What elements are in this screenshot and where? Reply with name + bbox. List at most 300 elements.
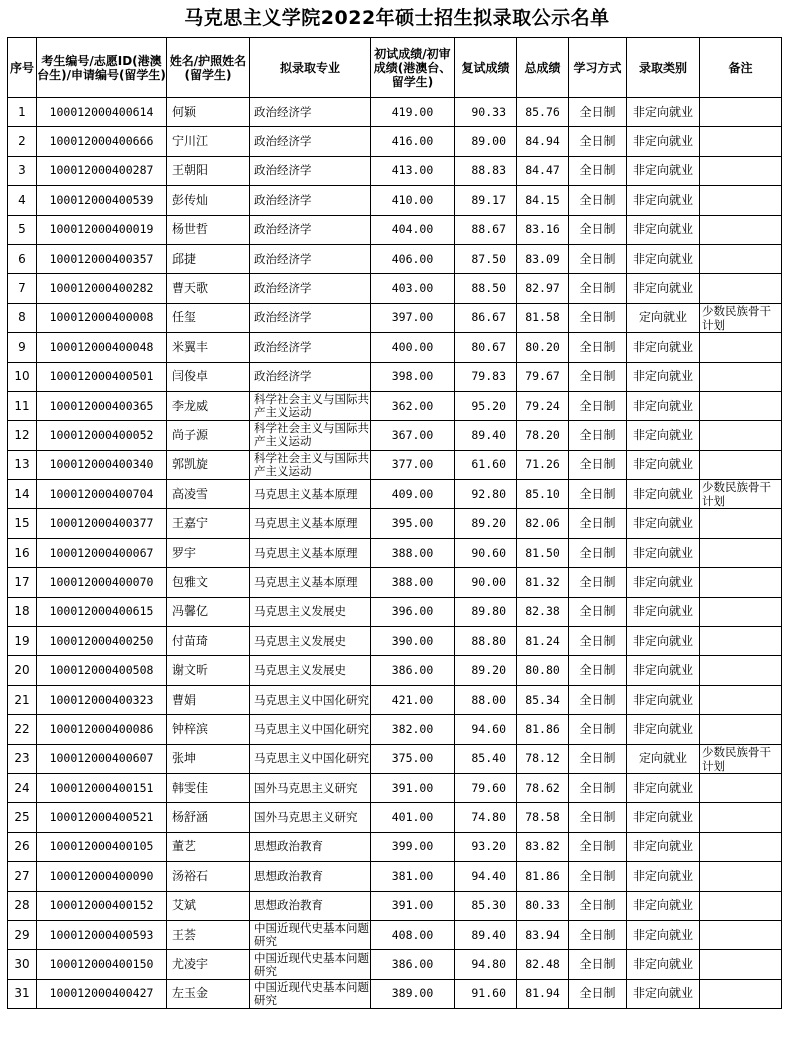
initial-score: 398.00 — [371, 362, 455, 391]
note — [700, 832, 782, 861]
table-row — [8, 656, 782, 685]
candidate-id: 100012000400614 — [37, 98, 167, 127]
study-mode: 全日制 — [569, 244, 627, 273]
major: 思想政治教育 — [250, 891, 371, 920]
row-no: 26 — [8, 832, 37, 861]
initial-score: 400.00 — [371, 333, 455, 362]
admission-category: 非定向就业 — [627, 98, 700, 127]
total-score: 83.94 — [517, 920, 569, 949]
total-score: 81.94 — [517, 979, 569, 1008]
candidate-id: 100012000400067 — [37, 538, 167, 567]
note — [700, 715, 782, 744]
candidate-name: 付苗琦 — [167, 627, 250, 656]
row-no: 17 — [8, 568, 37, 597]
admission-category: 非定向就业 — [627, 215, 700, 244]
admission-category: 非定向就业 — [627, 127, 700, 156]
study-mode: 全日制 — [569, 950, 627, 979]
candidate-name: 尚子源 — [167, 421, 250, 450]
row-no: 20 — [8, 656, 37, 685]
note — [700, 597, 782, 626]
table-row — [8, 215, 782, 244]
note — [700, 627, 782, 656]
retest-score: 89.20 — [455, 656, 517, 685]
retest-score: 89.40 — [455, 920, 517, 949]
admission-category: 非定向就业 — [627, 568, 700, 597]
candidate-name: 曹娟 — [167, 685, 250, 714]
row-no: 2 — [8, 127, 37, 156]
major: 政治经济学 — [250, 98, 371, 127]
candidate-id: 100012000400521 — [37, 803, 167, 832]
table-row — [8, 803, 782, 832]
admission-category: 非定向就业 — [627, 950, 700, 979]
retest-score: 74.80 — [455, 803, 517, 832]
table-row — [8, 450, 782, 479]
table-row — [8, 979, 782, 1008]
retest-score: 90.60 — [455, 538, 517, 567]
retest-score: 88.67 — [455, 215, 517, 244]
admission-category: 非定向就业 — [627, 156, 700, 185]
table-row — [8, 950, 782, 979]
candidate-name: 杨世哲 — [167, 215, 250, 244]
retest-score: 61.60 — [455, 450, 517, 479]
candidate-id: 100012000400008 — [37, 303, 167, 332]
retest-score: 91.60 — [455, 979, 517, 1008]
candidate-id: 100012000400019 — [37, 215, 167, 244]
total-score: 85.34 — [517, 685, 569, 714]
col-header-total-score: 总成绩 — [517, 38, 569, 98]
retest-score: 90.00 — [455, 568, 517, 597]
row-no: 4 — [8, 186, 37, 215]
initial-score: 413.00 — [371, 156, 455, 185]
admission-category: 非定向就业 — [627, 362, 700, 391]
candidate-id: 100012000400048 — [37, 333, 167, 362]
candidate-id: 100012000400607 — [37, 744, 167, 773]
table-row — [8, 862, 782, 891]
row-no: 18 — [8, 597, 37, 626]
row-no: 25 — [8, 803, 37, 832]
major: 马克思主义基本原理 — [250, 538, 371, 567]
admission-category: 非定向就业 — [627, 480, 700, 509]
initial-score: 381.00 — [371, 862, 455, 891]
candidate-name: 韩雯佳 — [167, 773, 250, 802]
candidate-name: 董艺 — [167, 832, 250, 861]
col-header-initial-score: 初试成绩/初审成绩(港澳台、留学生) — [371, 38, 455, 98]
table-row — [8, 509, 782, 538]
retest-score: 88.83 — [455, 156, 517, 185]
study-mode: 全日制 — [569, 685, 627, 714]
candidate-id: 100012000400427 — [37, 979, 167, 1008]
total-score: 78.12 — [517, 744, 569, 773]
study-mode: 全日制 — [569, 803, 627, 832]
study-mode: 全日制 — [569, 568, 627, 597]
admission-category: 非定向就业 — [627, 597, 700, 626]
admission-category: 非定向就业 — [627, 979, 700, 1008]
total-score: 78.20 — [517, 421, 569, 450]
candidate-name: 包雅文 — [167, 568, 250, 597]
study-mode: 全日制 — [569, 450, 627, 479]
major: 中国近现代史基本问题研究 — [250, 920, 371, 949]
initial-score: 391.00 — [371, 773, 455, 802]
table-row — [8, 421, 782, 450]
total-score: 80.33 — [517, 891, 569, 920]
study-mode: 全日制 — [569, 891, 627, 920]
study-mode: 全日制 — [569, 127, 627, 156]
retest-score: 88.50 — [455, 274, 517, 303]
admission-category: 非定向就业 — [627, 274, 700, 303]
row-no: 3 — [8, 156, 37, 185]
candidate-name: 米翼丰 — [167, 333, 250, 362]
row-no: 12 — [8, 421, 37, 450]
major: 思想政治教育 — [250, 862, 371, 891]
initial-score: 416.00 — [371, 127, 455, 156]
retest-score: 89.80 — [455, 597, 517, 626]
note — [700, 333, 782, 362]
initial-score: 367.00 — [371, 421, 455, 450]
initial-score: 409.00 — [371, 480, 455, 509]
col-header-retest-score: 复试成绩 — [455, 38, 517, 98]
candidate-name: 罗宇 — [167, 538, 250, 567]
row-no: 1 — [8, 98, 37, 127]
initial-score: 401.00 — [371, 803, 455, 832]
major: 马克思主义基本原理 — [250, 480, 371, 509]
table-row — [8, 303, 782, 332]
row-no: 21 — [8, 685, 37, 714]
table-row — [8, 538, 782, 567]
note — [700, 891, 782, 920]
major: 马克思主义发展史 — [250, 597, 371, 626]
col-header-no: 序号 — [8, 38, 37, 98]
note — [700, 274, 782, 303]
initial-score: 388.00 — [371, 568, 455, 597]
study-mode: 全日制 — [569, 421, 627, 450]
initial-score: 382.00 — [371, 715, 455, 744]
candidate-name: 任玺 — [167, 303, 250, 332]
total-score: 79.24 — [517, 391, 569, 420]
admission-category: 非定向就业 — [627, 421, 700, 450]
initial-score: 375.00 — [371, 744, 455, 773]
admission-category: 非定向就业 — [627, 627, 700, 656]
initial-score: 395.00 — [371, 509, 455, 538]
study-mode: 全日制 — [569, 156, 627, 185]
admission-category: 非定向就业 — [627, 832, 700, 861]
major: 中国近现代史基本问题研究 — [250, 979, 371, 1008]
candidate-name: 王嘉宁 — [167, 509, 250, 538]
major: 马克思主义中国化研究 — [250, 685, 371, 714]
study-mode: 全日制 — [569, 362, 627, 391]
row-no: 22 — [8, 715, 37, 744]
admission-category: 非定向就业 — [627, 333, 700, 362]
total-score: 79.67 — [517, 362, 569, 391]
note — [700, 391, 782, 420]
study-mode: 全日制 — [569, 597, 627, 626]
study-mode: 全日制 — [569, 920, 627, 949]
initial-score: 403.00 — [371, 274, 455, 303]
total-score: 71.26 — [517, 450, 569, 479]
retest-score: 89.20 — [455, 509, 517, 538]
total-score: 82.06 — [517, 509, 569, 538]
admission-category: 非定向就业 — [627, 773, 700, 802]
row-no: 14 — [8, 480, 37, 509]
candidate-name: 杨舒涵 — [167, 803, 250, 832]
admission-table — [7, 37, 782, 1009]
admission-category: 非定向就业 — [627, 244, 700, 273]
page-title: 马克思主义学院2022年硕士招生拟录取公示名单 — [184, 7, 610, 29]
major: 政治经济学 — [250, 215, 371, 244]
admission-category: 非定向就业 — [627, 391, 700, 420]
row-no: 31 — [8, 979, 37, 1008]
retest-score: 94.40 — [455, 862, 517, 891]
candidate-name: 钟梓滨 — [167, 715, 250, 744]
candidate-id: 100012000400151 — [37, 773, 167, 802]
major: 政治经济学 — [250, 127, 371, 156]
table-row — [8, 362, 782, 391]
table-row — [8, 920, 782, 949]
table-row — [8, 333, 782, 362]
candidate-id: 100012000400052 — [37, 421, 167, 450]
table-row — [8, 627, 782, 656]
candidate-id: 100012000400508 — [37, 656, 167, 685]
table-row — [8, 480, 782, 509]
row-no: 7 — [8, 274, 37, 303]
major: 国外马克思主义研究 — [250, 803, 371, 832]
note — [700, 244, 782, 273]
major: 政治经济学 — [250, 362, 371, 391]
candidate-id: 100012000400287 — [37, 156, 167, 185]
retest-score: 88.00 — [455, 685, 517, 714]
major: 马克思主义发展史 — [250, 656, 371, 685]
col-header-major: 拟录取专业 — [250, 38, 371, 98]
study-mode: 全日制 — [569, 215, 627, 244]
candidate-id: 100012000400105 — [37, 832, 167, 861]
initial-score: 406.00 — [371, 244, 455, 273]
row-no: 9 — [8, 333, 37, 362]
admission-category: 非定向就业 — [627, 656, 700, 685]
candidate-id: 100012000400340 — [37, 450, 167, 479]
study-mode: 全日制 — [569, 832, 627, 861]
candidate-name: 闫俊卓 — [167, 362, 250, 391]
note — [700, 509, 782, 538]
total-score: 83.82 — [517, 832, 569, 861]
candidate-id: 100012000400070 — [37, 568, 167, 597]
row-no: 6 — [8, 244, 37, 273]
candidate-name: 艾斌 — [167, 891, 250, 920]
note: 少数民族骨干计划 — [700, 303, 782, 332]
note — [700, 156, 782, 185]
major: 科学社会主义与国际共产主义运动 — [250, 421, 371, 450]
candidate-name: 李龙威 — [167, 391, 250, 420]
total-score: 78.62 — [517, 773, 569, 802]
note — [700, 450, 782, 479]
study-mode: 全日制 — [569, 538, 627, 567]
candidate-id: 100012000400150 — [37, 950, 167, 979]
candidate-name: 邱捷 — [167, 244, 250, 273]
candidate-name: 高凌雪 — [167, 480, 250, 509]
major: 政治经济学 — [250, 303, 371, 332]
candidate-id: 100012000400501 — [37, 362, 167, 391]
retest-score: 79.60 — [455, 773, 517, 802]
major: 马克思主义基本原理 — [250, 568, 371, 597]
study-mode: 全日制 — [569, 303, 627, 332]
row-no: 16 — [8, 538, 37, 567]
study-mode: 全日制 — [569, 509, 627, 538]
major: 马克思主义发展史 — [250, 627, 371, 656]
total-score: 83.09 — [517, 244, 569, 273]
major: 马克思主义中国化研究 — [250, 744, 371, 773]
candidate-name: 冯馨亿 — [167, 597, 250, 626]
total-score: 81.86 — [517, 715, 569, 744]
total-score: 84.94 — [517, 127, 569, 156]
table-row — [8, 744, 782, 773]
candidate-id: 100012000400282 — [37, 274, 167, 303]
total-score: 85.76 — [517, 98, 569, 127]
candidate-name: 曹天歌 — [167, 274, 250, 303]
initial-score: 391.00 — [371, 891, 455, 920]
initial-score: 390.00 — [371, 627, 455, 656]
initial-score: 404.00 — [371, 215, 455, 244]
candidate-name: 王荟 — [167, 920, 250, 949]
candidate-name: 左玉金 — [167, 979, 250, 1008]
table-row — [8, 98, 782, 127]
retest-score: 85.40 — [455, 744, 517, 773]
candidate-id: 100012000400377 — [37, 509, 167, 538]
admission-category: 定向就业 — [627, 744, 700, 773]
table-row — [8, 391, 782, 420]
retest-score: 89.00 — [455, 127, 517, 156]
candidate-id: 100012000400357 — [37, 244, 167, 273]
initial-score: 389.00 — [371, 979, 455, 1008]
study-mode: 全日制 — [569, 333, 627, 362]
col-header-id: 考生编号/志愿ID(港澳台生)/申请编号(留学生) — [37, 38, 167, 98]
col-header-note: 备注 — [700, 38, 782, 98]
study-mode: 全日制 — [569, 862, 627, 891]
study-mode: 全日制 — [569, 715, 627, 744]
initial-score: 399.00 — [371, 832, 455, 861]
candidate-name: 何颖 — [167, 98, 250, 127]
retest-score: 87.50 — [455, 244, 517, 273]
row-no: 29 — [8, 920, 37, 949]
table-row — [8, 685, 782, 714]
row-no: 8 — [8, 303, 37, 332]
major: 思想政治教育 — [250, 832, 371, 861]
admission-category: 非定向就业 — [627, 862, 700, 891]
note — [700, 920, 782, 949]
row-no: 28 — [8, 891, 37, 920]
total-score: 82.48 — [517, 950, 569, 979]
major: 科学社会主义与国际共产主义运动 — [250, 450, 371, 479]
initial-score: 410.00 — [371, 186, 455, 215]
retest-score: 86.67 — [455, 303, 517, 332]
retest-score: 89.40 — [455, 421, 517, 450]
col-header-name: 姓名/护照姓名(留学生) — [167, 38, 250, 98]
row-no: 27 — [8, 862, 37, 891]
total-score: 81.24 — [517, 627, 569, 656]
admission-category: 非定向就业 — [627, 538, 700, 567]
row-no: 30 — [8, 950, 37, 979]
retest-score: 85.30 — [455, 891, 517, 920]
retest-score: 80.67 — [455, 333, 517, 362]
row-no: 10 — [8, 362, 37, 391]
col-header-study-mode: 学习方式 — [569, 38, 627, 98]
initial-score: 396.00 — [371, 597, 455, 626]
retest-score: 92.80 — [455, 480, 517, 509]
row-no: 23 — [8, 744, 37, 773]
col-header-category: 录取类别 — [627, 38, 700, 98]
initial-score: 377.00 — [371, 450, 455, 479]
admission-category: 定向就业 — [627, 303, 700, 332]
total-score: 84.15 — [517, 186, 569, 215]
table-row — [8, 244, 782, 273]
major: 政治经济学 — [250, 156, 371, 185]
major: 马克思主义中国化研究 — [250, 715, 371, 744]
total-score: 81.50 — [517, 538, 569, 567]
study-mode: 全日制 — [569, 391, 627, 420]
note: 少数民族骨干计划 — [700, 480, 782, 509]
study-mode: 全日制 — [569, 744, 627, 773]
admission-category: 非定向就业 — [627, 715, 700, 744]
candidate-id: 100012000400365 — [37, 391, 167, 420]
admission-category: 非定向就业 — [627, 803, 700, 832]
table-row — [8, 832, 782, 861]
initial-score: 408.00 — [371, 920, 455, 949]
candidate-name: 汤裕石 — [167, 862, 250, 891]
major: 科学社会主义与国际共产主义运动 — [250, 391, 371, 420]
admission-category: 非定向就业 — [627, 450, 700, 479]
note — [700, 538, 782, 567]
candidate-id: 100012000400615 — [37, 597, 167, 626]
note — [700, 656, 782, 685]
retest-score: 94.60 — [455, 715, 517, 744]
note — [700, 98, 782, 127]
admission-category: 非定向就业 — [627, 186, 700, 215]
candidate-name: 尤凌宇 — [167, 950, 250, 979]
header-row — [8, 38, 782, 98]
table-row — [8, 568, 782, 597]
total-score: 78.58 — [517, 803, 569, 832]
study-mode: 全日制 — [569, 186, 627, 215]
candidate-name: 张坤 — [167, 744, 250, 773]
total-score: 84.47 — [517, 156, 569, 185]
retest-score: 89.17 — [455, 186, 517, 215]
retest-score: 90.33 — [455, 98, 517, 127]
row-no: 13 — [8, 450, 37, 479]
candidate-name: 谢文昕 — [167, 656, 250, 685]
candidate-id: 100012000400323 — [37, 685, 167, 714]
note — [700, 773, 782, 802]
table-row — [8, 156, 782, 185]
major: 国外马克思主义研究 — [250, 773, 371, 802]
total-score: 80.20 — [517, 333, 569, 362]
study-mode: 全日制 — [569, 979, 627, 1008]
candidate-id: 100012000400250 — [37, 627, 167, 656]
note — [700, 803, 782, 832]
retest-score: 94.80 — [455, 950, 517, 979]
candidate-id: 100012000400539 — [37, 186, 167, 215]
major: 马克思主义基本原理 — [250, 509, 371, 538]
retest-score: 88.80 — [455, 627, 517, 656]
table-row — [8, 891, 782, 920]
retest-score: 95.20 — [455, 391, 517, 420]
candidate-name: 彭传灿 — [167, 186, 250, 215]
study-mode: 全日制 — [569, 274, 627, 303]
retest-score: 79.83 — [455, 362, 517, 391]
total-score: 81.86 — [517, 862, 569, 891]
total-score: 81.32 — [517, 568, 569, 597]
note — [700, 862, 782, 891]
admission-category: 非定向就业 — [627, 891, 700, 920]
admission-category: 非定向就业 — [627, 509, 700, 538]
note — [700, 127, 782, 156]
total-score: 82.38 — [517, 597, 569, 626]
